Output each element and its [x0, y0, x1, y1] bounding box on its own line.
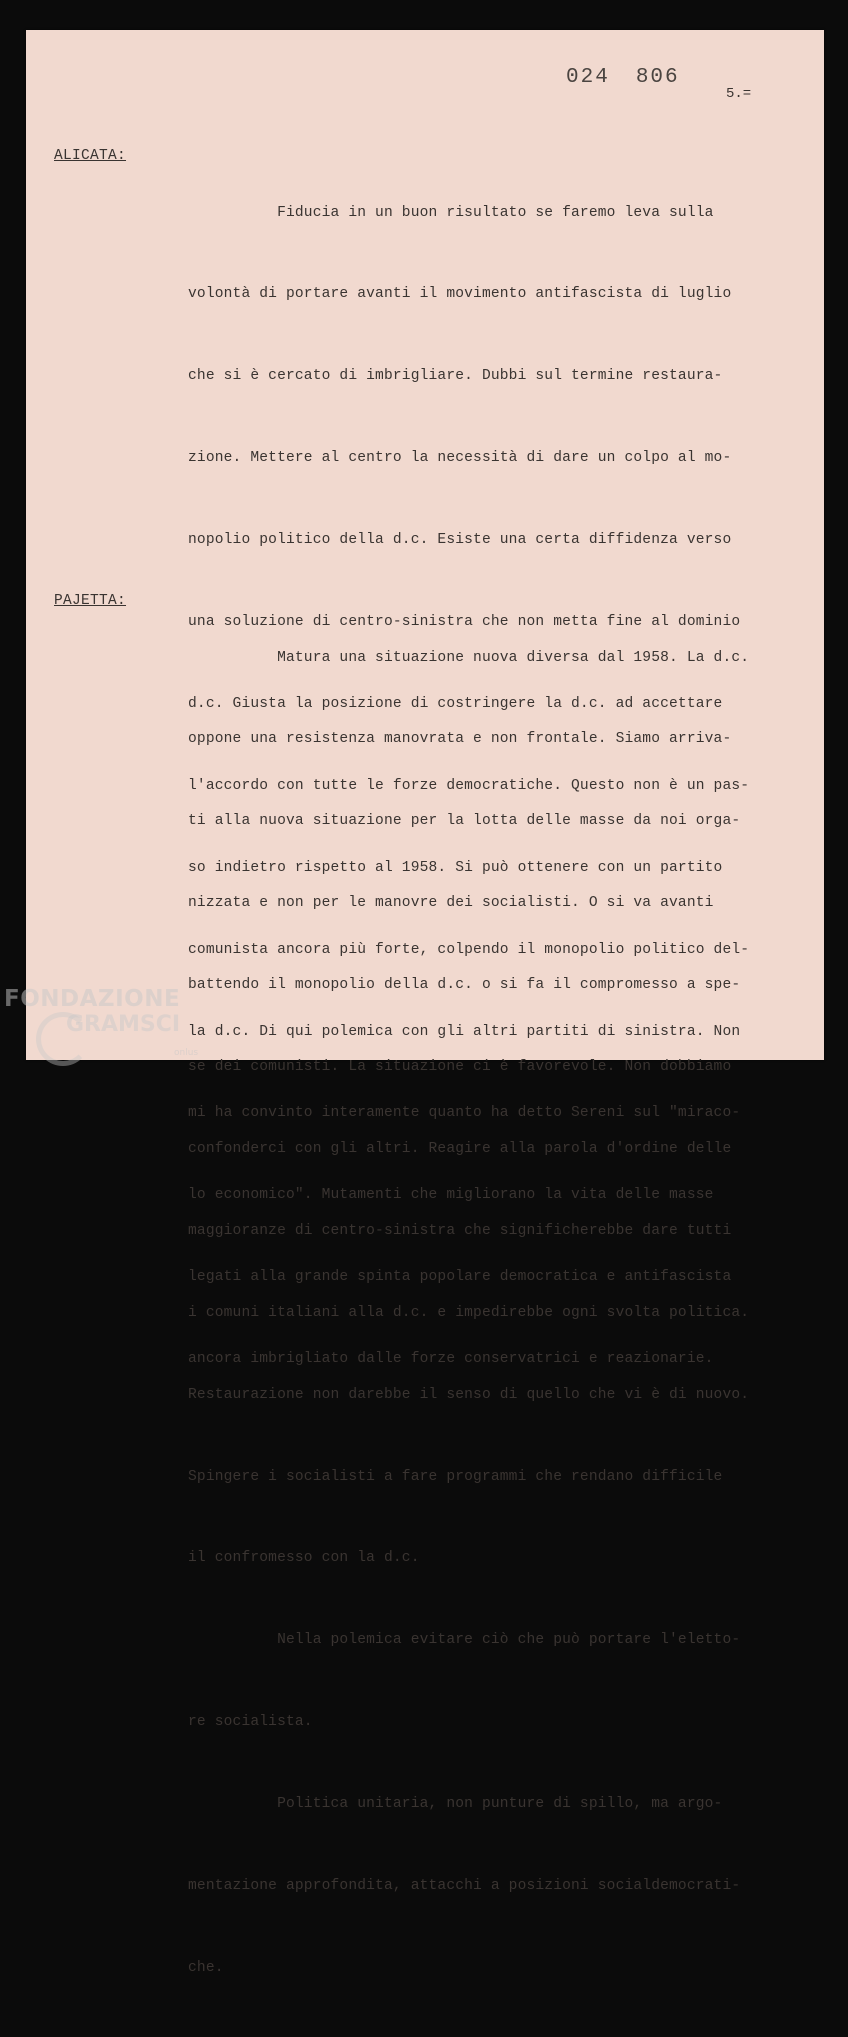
text-line: Nella polemica evitare ciò che può portare l'eletto- — [188, 1632, 741, 1649]
text-line: mi ha convinto interamente quanto ha detto Sereni sul "miraco- — [188, 1105, 741, 1122]
watermark-fondazione: FONDAZIONE — [4, 986, 181, 1012]
text-line: confonderci con gli altri. Reagire alla parola d'ordine delle — [188, 1140, 732, 1157]
speaker-alicata: ALICATA: — [54, 148, 127, 164]
text-line: che. — [188, 1959, 224, 1976]
text-line: re socialista. — [188, 1714, 313, 1731]
text-line: mentazione approfondita, attacchi a posizioni socialdemocrati- — [188, 1877, 741, 1894]
text-line: volontà di portare avanti il movimento antifascista di luglio — [188, 286, 732, 303]
text-line: d.c. Giusta la posizione di costringere la d.c. ad accettare — [188, 695, 723, 712]
text-line: Spingere i socialisti a fare programmi che rendano difficile — [188, 1468, 723, 1485]
text-line: se dei comunisti. La situazione ci è favorevole. Non dobbiamo — [188, 1059, 732, 1076]
text-line: una soluzione di centro-sinistra che non metta fine al dominio — [188, 614, 741, 631]
archive-number-part-2: 806 — [635, 66, 680, 89]
text-line: l'accordo con tutte le forze democratiche. Questo non è un pas- — [188, 777, 750, 794]
text-line: comunista ancora più forte, colpendo il monopolio politico del- — [188, 941, 750, 958]
text-line: nopolio politico della d.c. Esiste una certa diffidenza verso — [188, 532, 732, 549]
text-line: che si è cercato di imbrigliare. Dubbi sul termine restaura- — [188, 368, 723, 385]
document-page — [26, 30, 824, 1976]
text-line: zione. Mettere al centro la necessità di dare un colpo al mo- — [188, 450, 732, 467]
text-line: Restaurazione non darebbe il senso di quello che vi è di nuovo. — [188, 1386, 750, 1403]
text-line: ti alla nuova situazione per la lotta delle masse da noi orga- — [188, 813, 741, 830]
text-line: battendo il monopolio della d.c. o si fa il compromesso a spe- — [188, 977, 741, 994]
watermark-gramsci: GRAMSCI — [66, 1012, 181, 1037]
text-line: legati alla grande spinta popolare democratica e antifascista — [188, 1269, 732, 1286]
text-line: nizzata e non per le manovre dei socialisti. O si va avanti — [188, 895, 714, 912]
text-line: maggioranze di centro-sinistra che significherebbe dare tutti — [188, 1222, 732, 1239]
text-line: il confromesso con la d.c. — [188, 1550, 420, 1567]
archive-number-part-1: 024 — [566, 66, 610, 89]
text-line: la d.c. Di qui polemica con gli altri partiti di sinistra. Non — [188, 1023, 741, 1040]
text-line: lo economico". Mutamenti che migliorano la vita delle masse — [188, 1187, 714, 1204]
page-number: 5.= — [726, 86, 752, 102]
archive-number — [566, 66, 680, 89]
paragraph-pajetta-1 — [188, 590, 808, 2037]
speaker-pajetta: PAJETTA: — [54, 593, 127, 609]
watermark-logo — [4, 986, 204, 1066]
text-line: oppone una resistenza manovrata e non frontale. Siamo arriva- — [188, 731, 732, 748]
text-line: so indietro rispetto al 1958. Si può ottenere con un partito — [188, 859, 723, 876]
text-line: ancora imbrigliato dalle forze conservatrici e reazionarie. — [188, 1351, 714, 1368]
text-line: Politica unitaria, non punture di spillo, ma argo- — [188, 1796, 723, 1813]
watermark-onlus: onlus — [174, 1048, 199, 1058]
text-line: Fiducia in un buon risultato se faremo leva sulla — [188, 204, 714, 221]
text-line: Matura una situazione nuova diversa dal 1958. La d.c. — [188, 649, 750, 666]
text-line: i comuni italiani alla d.c. e impedirebbe ogni svolta politica. — [188, 1304, 750, 1321]
